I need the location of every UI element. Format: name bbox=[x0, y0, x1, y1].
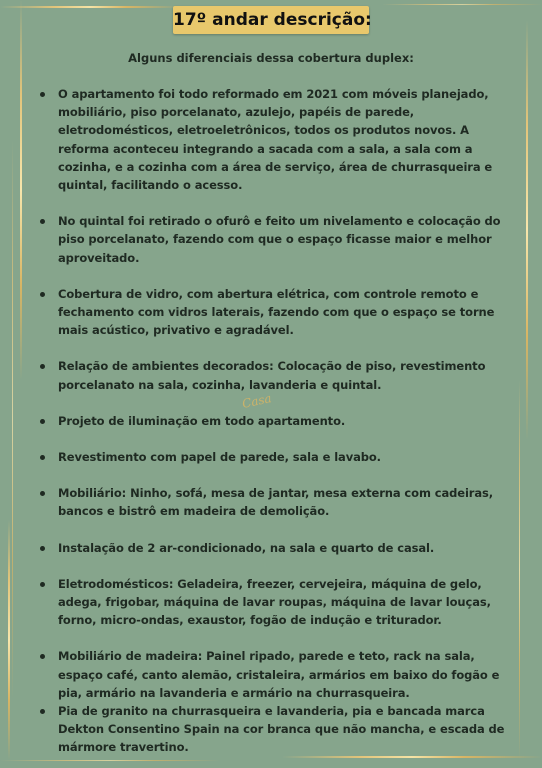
list-item bbox=[38, 484, 508, 520]
page-subtitle: Alguns diferenciais dessa cobertura duplex: bbox=[128, 51, 414, 65]
gold-frame-line bbox=[519, 380, 520, 760]
gold-frame-line bbox=[0, 6, 180, 8]
list-item-text: Eletrodomésticos: Geladeira, freezer, cervejeira, máquina de gelo, adega, frigobar, máquina de lavar roupas, máquina de lavar louças, forno, micro-ondas, exaustor, fogão de indução e triturador. bbox=[58, 576, 491, 628]
list-item-text: Cobertura de vidro, com abertura elétrica, com controle remoto e fechamento com vidros laterais, fazendo com que o espaço se torne mais acústico, privativo e agradável. bbox=[58, 286, 495, 338]
list-item bbox=[38, 702, 508, 757]
gold-frame-line bbox=[382, 4, 542, 5]
bullet-icon bbox=[40, 92, 45, 97]
gold-frame-line bbox=[8, 520, 10, 760]
list-item-text: Mobiliário de madeira: Painel ripado, parede e teto, rack na sala, espaço café, canto alemão, cristaleira, armários em baixo do fogão e pia, armário na lavanderia e armário na churrasqueira. bbox=[58, 649, 500, 700]
list-item bbox=[38, 212, 508, 267]
gold-frame-line bbox=[12, 140, 13, 700]
gold-frame-line bbox=[526, 20, 528, 440]
list-item bbox=[38, 412, 508, 430]
bullet-icon bbox=[40, 582, 45, 587]
list-item-text: Relação de ambientes decorados: Colocação de piso, revestimento porcelanato na sala, cozinha, lavanderia e quintal. bbox=[58, 359, 486, 392]
list-item bbox=[38, 285, 508, 340]
list-item-text: O apartamento foi todo reformado em 2021 com móveis planejado, mobiliário, piso porcelanato, azulejo, papéis de parede, eletrodomésticos, eletroeletrônicos, todos os produtos novos. A reforma aconteceu integrando a sacada com a sala, a sala com a cozinha, e a cozinha com a área de serviço, área de churrasqueira e quintal, facilitando o acesso. bbox=[58, 87, 493, 193]
bullet-icon bbox=[40, 709, 45, 714]
list-item bbox=[38, 448, 508, 466]
bullet-icon bbox=[40, 364, 45, 369]
list-item bbox=[38, 647, 508, 702]
features-list bbox=[38, 85, 508, 757]
bullet-icon bbox=[40, 419, 45, 424]
bullet-icon bbox=[40, 219, 45, 224]
list-item bbox=[38, 539, 508, 557]
page-title: 17º andar descrição: bbox=[173, 6, 369, 34]
bullet-icon bbox=[40, 654, 45, 659]
list-item bbox=[38, 575, 508, 630]
list-item bbox=[38, 85, 508, 194]
bullet-icon bbox=[40, 292, 45, 297]
bullet-icon bbox=[40, 491, 45, 496]
list-item bbox=[38, 357, 508, 393]
list-item-text: Mobiliário: Ninho, sofá, mesa de jantar, mesa externa com cadeiras, bancos e bistrô em madeira de demolição. bbox=[58, 486, 494, 519]
list-item-text: Pia de granito na churrasqueira e lavanderia, pia e bancada marca Dekton Consentino Spain na cor branca que não mancha, e escada de mármore travertino. bbox=[58, 704, 505, 755]
list-item-text: Revestimento com papel de parede, sala e lavabo. bbox=[58, 450, 381, 465]
bullet-icon bbox=[40, 455, 45, 460]
list-item-text: Instalação de 2 ar-condicionado, na sala e quarto de casal. bbox=[58, 540, 435, 555]
watermark-logo: Casa bbox=[240, 391, 273, 411]
list-item-text: Projeto de iluminação em todo apartamento. bbox=[58, 413, 346, 428]
gold-frame-line bbox=[0, 760, 220, 761]
list-item-text: No quintal foi retirado o ofurô e feito um nivelamento e colocação do piso porcelanato, fazendo com que o espaço ficasse maior e melhor aproveitado. bbox=[58, 214, 501, 265]
bullet-icon bbox=[40, 546, 45, 551]
